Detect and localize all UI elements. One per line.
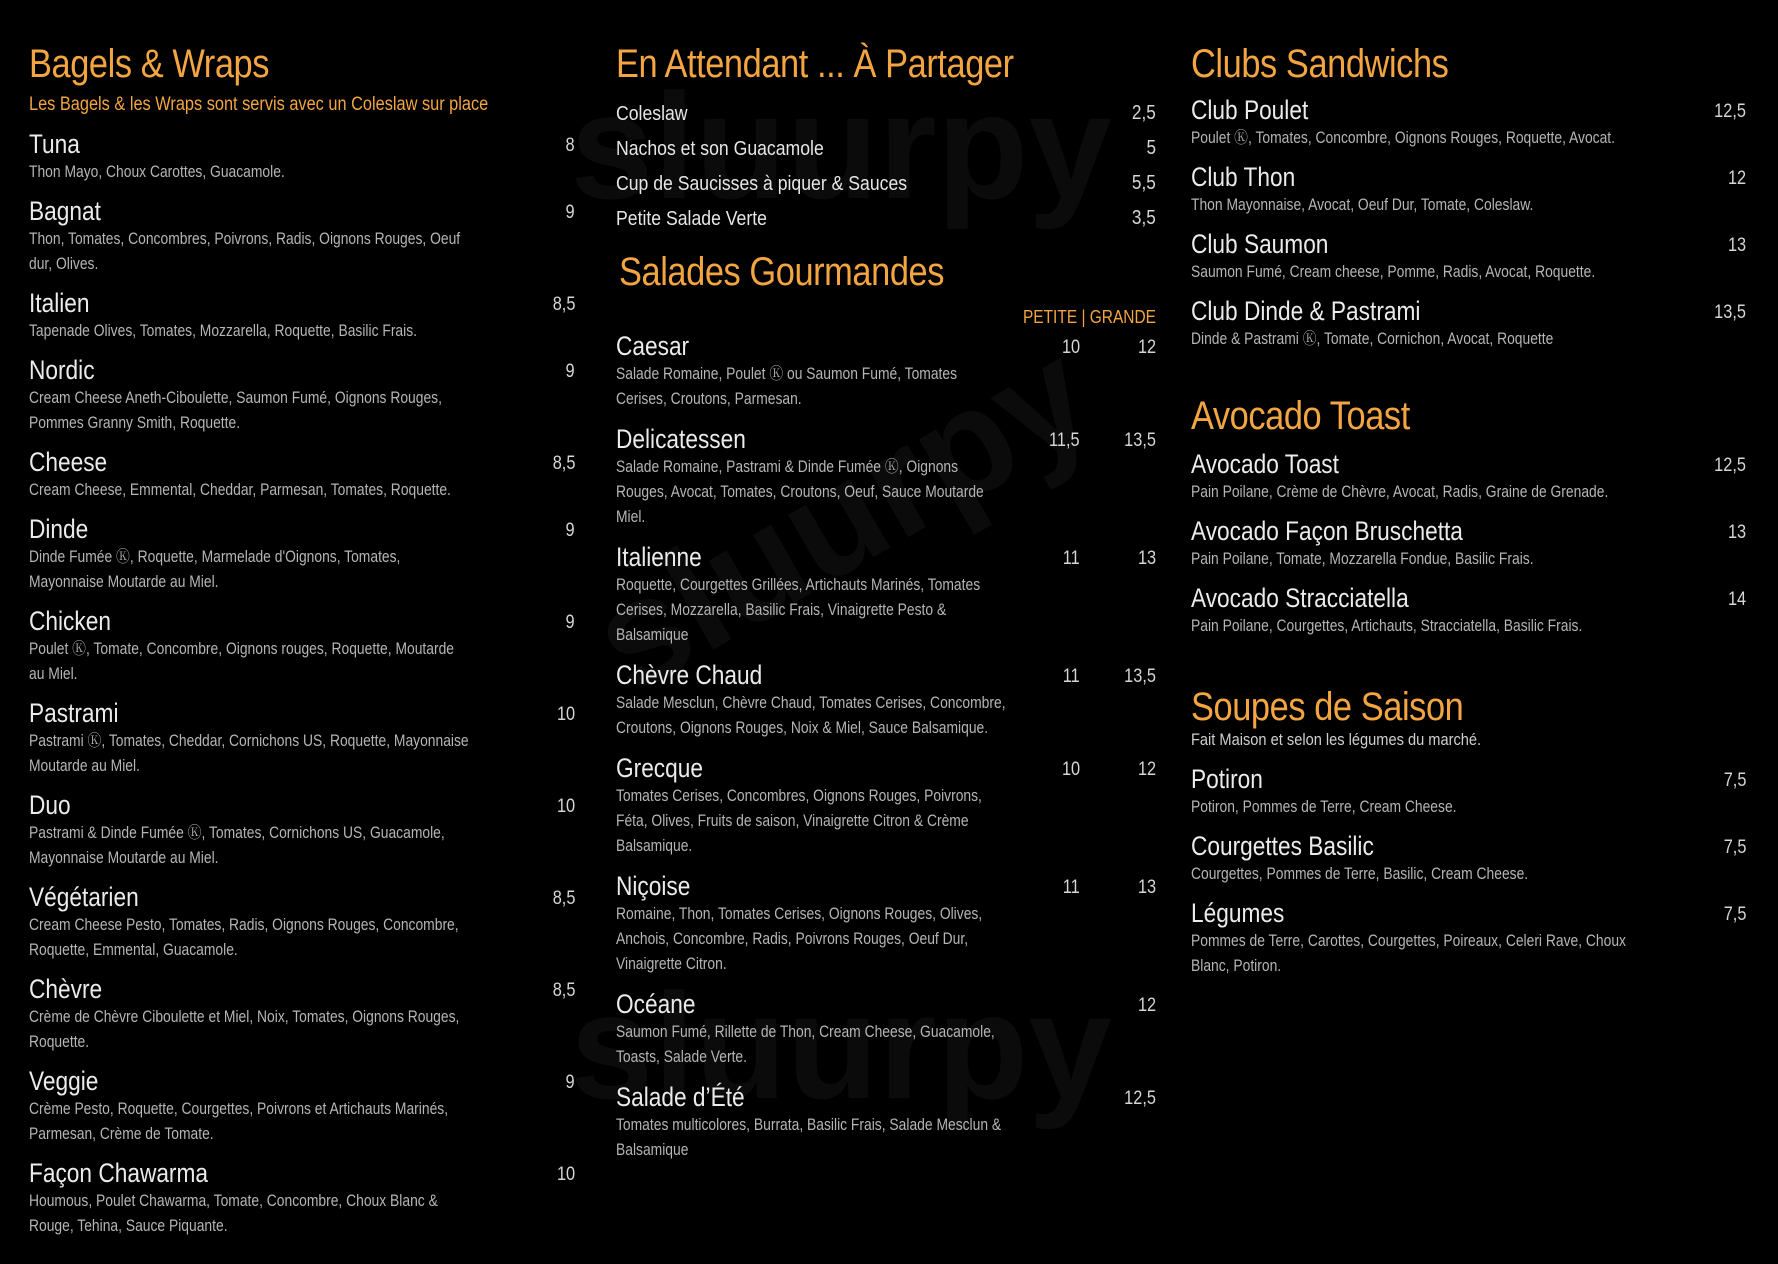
menu-item (1191, 228, 1746, 285)
item-price: 7,5 (1723, 904, 1746, 925)
item-name: Cheese (29, 447, 108, 477)
menu-item (29, 446, 575, 503)
price-large: 13 (1137, 877, 1156, 898)
item-description: Pain Poilane, Tomate, Mozzarella Fondue, Basilic Frais. (1191, 550, 1534, 568)
item-description-wrap (1191, 795, 1746, 820)
item-description-wrap (29, 227, 575, 277)
item-name: Courgettes Basilic (1191, 831, 1374, 861)
item-description: Poulet Ⓚ, Tomates, Concombre, Oignons Rouges, Roquette, Avocat. (1191, 129, 1616, 147)
item-description-wrap (1191, 480, 1746, 505)
salad-item (616, 988, 1156, 1070)
item-price: 12 (1727, 168, 1746, 189)
item-description: Tapenade Olives, Tomates, Mozzarella, Roquette, Basilic Frais. (29, 322, 418, 340)
item-description-wrap (1191, 862, 1746, 887)
item-name: Italien (29, 288, 90, 318)
starters-list (616, 96, 1156, 236)
item-description-wrap (1191, 260, 1746, 285)
item-description: Poulet Ⓚ, Tomate, Concombre, Oignons rouges, Roquette, Moutarde au Miel. (29, 640, 455, 683)
item-description: Pain Poilane, Crème de Chèvre, Avocat, Radis, Graine de Grenade. (1191, 483, 1609, 501)
menu-item (1191, 94, 1746, 151)
section-note: Fait Maison et selon les légumes du marché. (1191, 730, 1482, 749)
section-title: Avocado Toast (1191, 394, 1410, 438)
item-description-wrap (616, 784, 1156, 859)
salad-item (616, 659, 1156, 741)
item-price: 12,5 (1714, 455, 1746, 476)
menu-item (29, 513, 575, 595)
menu-item (1191, 830, 1746, 887)
item-description-wrap (616, 573, 1156, 648)
item-name: Océane (616, 989, 696, 1019)
item-price: 3,5 (1132, 207, 1156, 229)
item-description-wrap (1191, 614, 1746, 639)
item-description-wrap (29, 386, 575, 436)
item-name: Bagnat (29, 196, 101, 226)
starter-item (616, 201, 1156, 236)
item-price: 9 (565, 1072, 575, 1093)
item-name: Club Saumon (1191, 229, 1329, 259)
item-price: 5,5 (1132, 172, 1156, 194)
item-name: Duo (29, 790, 71, 820)
item-price: 10 (556, 796, 575, 817)
item-description: Tomates Cerises, Concombres, Oignons Rouges, Poivrons, Féta, Olives, Fruits de saison, Vinaigrette Citron & Crème Balsamique. (616, 787, 982, 855)
item-description-wrap (29, 637, 575, 687)
item-description-wrap (1191, 193, 1746, 218)
item-price: 7,5 (1723, 770, 1746, 791)
item-description: Pommes de Terre, Carottes, Courgettes, Poireaux, Celeri Rave, Choux Blanc, Potiron. (1191, 932, 1626, 975)
item-name: Dinde (29, 514, 89, 544)
item-description: Houmous, Poulet Chawarma, Tomate, Concombre, Choux Blanc & Rouge, Tehina, Sauce Piquante. (29, 1192, 438, 1235)
price-small: 11,5 (1049, 430, 1080, 451)
item-name: Niçoise (616, 871, 691, 901)
item-name: Avocado Façon Bruschetta (1191, 516, 1463, 546)
item-description-wrap (29, 160, 575, 185)
item-description: Crème de Chèvre Ciboulette et Miel, Noix, Tomates, Oignons Rouges, Roquette. (29, 1008, 460, 1051)
salad-item (616, 752, 1156, 859)
item-description-wrap (29, 821, 575, 871)
item-description-wrap (616, 1020, 1156, 1070)
item-description: Salade Mesclun, Chèvre Chaud, Tomates Cerises, Concombre, Croutons, Oignons Rouges, Noix & Miel, Sauce Balsamique. (616, 694, 1006, 737)
item-name: Nachos et son Guacamole (616, 137, 824, 160)
item-price: 13,5 (1714, 302, 1746, 323)
item-description-wrap (29, 319, 575, 344)
item-name: Tuna (29, 129, 80, 159)
item-description: Romaine, Thon, Tomates Cerises, Oignons Rouges, Olives, Anchois, Concombre, Radis, Poivrons Rouges, Oeuf Dur, Vinaigrette Citron. (616, 905, 983, 973)
item-name: Veggie (29, 1066, 99, 1096)
item-description-wrap (1191, 547, 1746, 572)
item-description-wrap (29, 913, 575, 963)
item-price: 10 (556, 1164, 575, 1185)
item-name: Nordic (29, 355, 95, 385)
menu-item (29, 128, 575, 185)
menu-item (29, 697, 575, 779)
menu-item (29, 1065, 575, 1147)
item-name: Végétarien (29, 882, 139, 912)
item-description-wrap (616, 455, 1156, 530)
item-price: 8,5 (552, 453, 575, 474)
item-description-wrap (29, 729, 575, 779)
item-description: Roquette, Courgettes Grillées, Artichauts Marinés, Tomates Cerises, Mozzarella, Basilic Frais, Vinaigrette Pesto & Balsamique (616, 576, 981, 644)
price-small: 10 (1061, 337, 1080, 358)
section-title: En Attendant ... À Partager (616, 42, 1014, 86)
section-title: Salades Gourmandes (619, 250, 944, 294)
menu-item (29, 1157, 575, 1239)
item-name: Cup de Saucisses à piquer & Sauces (616, 172, 908, 195)
item-price: 10 (556, 704, 575, 725)
right-column (1191, 36, 1746, 989)
avocado-list (1191, 448, 1746, 639)
item-description-wrap (616, 362, 1156, 412)
menu-item (29, 195, 575, 277)
item-description-wrap (616, 902, 1156, 977)
menu-item (29, 973, 575, 1055)
middle-column (616, 36, 1156, 1174)
item-description: Salade Romaine, Poulet Ⓚ ou Saumon Fumé, Tomates Cerises, Croutons, Parmesan. (616, 365, 958, 408)
salad-item (616, 330, 1156, 412)
menu-item (1191, 295, 1746, 352)
menu-item (29, 287, 575, 344)
price-large: 12,5 (1124, 1088, 1156, 1109)
soups-list (1191, 763, 1746, 979)
item-price: 9 (565, 361, 575, 382)
section-title: Clubs Sandwichs (1191, 42, 1449, 86)
price-small: 11 (1063, 548, 1080, 569)
item-description: Saumon Fumé, Rillette de Thon, Cream Cheese, Guacamole, Toasts, Salade Verte. (616, 1023, 995, 1066)
menu-item (1191, 897, 1746, 979)
price-large: 13,5 (1124, 666, 1156, 687)
price-large: 12 (1137, 995, 1156, 1016)
item-description: Salade Romaine, Pastrami & Dinde Fumée Ⓚ, Oignons Rouges, Avocat, Tomates, Croutons, Oeuf, Sauce Moutarde Miel. (616, 458, 984, 526)
item-description: Thon Mayonnaise, Avocat, Oeuf Dur, Tomate, Coleslaw. (1191, 196, 1534, 214)
price-large: 13 (1137, 548, 1156, 569)
section-subtitle: Les Bagels & les Wraps sont servis avec un Coleslaw sur place (29, 94, 489, 115)
item-price: 14 (1727, 589, 1746, 610)
item-name: Italienne (616, 542, 702, 572)
menu-list (29, 128, 575, 1239)
item-price: 13 (1727, 522, 1746, 543)
item-name: Avocado Toast (1191, 449, 1339, 479)
item-name: Légumes (1191, 898, 1285, 928)
salads-list (616, 330, 1156, 1163)
section-title: Soupes de Saison (1191, 685, 1464, 729)
section-title: Bagels & Wraps (29, 42, 269, 86)
item-name: Chèvre (29, 974, 103, 1004)
item-description-wrap (616, 1113, 1156, 1163)
starter-item (616, 131, 1156, 166)
menu-item (1191, 763, 1746, 820)
menu-item (29, 354, 575, 436)
item-description: Cream Cheese, Emmental, Cheddar, Parmesan, Tomates, Roquette. (29, 481, 451, 499)
item-name: Potiron (1191, 764, 1263, 794)
item-name: Chèvre Chaud (616, 660, 763, 690)
starter-item (616, 166, 1156, 201)
starter-item (616, 96, 1156, 131)
item-name: Pastrami (29, 698, 119, 728)
item-description: Dinde & Pastrami Ⓚ, Tomate, Cornichon, Avocat, Roquette (1191, 330, 1554, 348)
item-description: Crème Pesto, Roquette, Courgettes, Poivrons et Artichauts Marinés, Parmesan, Crème de Tomate. (29, 1100, 449, 1143)
item-name: Petite Salade Verte (616, 207, 767, 230)
item-description: Cream Cheese Aneth-Ciboulette, Saumon Fumé, Oignons Rouges, Pommes Granny Smith, Roquette. (29, 389, 442, 432)
item-description-wrap (29, 1097, 575, 1147)
item-price: 8 (565, 135, 575, 156)
item-description: Cream Cheese Pesto, Tomates, Radis, Oignons Rouges, Concombre, Roquette, Emmental, Guacamole. (29, 916, 459, 959)
price-large: 12 (1137, 337, 1156, 358)
menu-item (29, 881, 575, 963)
item-name: Caesar (616, 331, 690, 361)
item-description-wrap (29, 478, 575, 503)
item-price: 7,5 (1723, 837, 1746, 858)
item-price: 9 (565, 202, 575, 223)
item-name: Avocado Stracciatella (1191, 583, 1409, 613)
item-description: Thon, Tomates, Concombres, Poivrons, Radis, Oignons Rouges, Oeuf dur, Olives. (29, 230, 461, 273)
item-name: Salade d’Été (616, 1082, 745, 1112)
item-description: Pain Poilane, Courgettes, Artichauts, Stracciatella, Basilic Frais. (1191, 617, 1583, 635)
item-description: Potiron, Pommes de Terre, Cream Cheese. (1191, 798, 1457, 816)
item-name: Chicken (29, 606, 111, 636)
item-price: 13 (1727, 235, 1746, 256)
item-name: Club Thon (1191, 162, 1296, 192)
salad-item (616, 541, 1156, 648)
item-price: 5 (1146, 137, 1156, 159)
menu-item (29, 789, 575, 871)
item-price: 9 (565, 520, 575, 541)
item-description-wrap (1191, 126, 1746, 151)
menu-item (1191, 161, 1746, 218)
item-description-wrap (616, 691, 1156, 741)
item-price: 9 (565, 612, 575, 633)
price-small: 11 (1063, 877, 1080, 898)
item-name: Club Dinde & Pastrami (1191, 296, 1421, 326)
price-small: 11 (1063, 666, 1080, 687)
item-description: Saumon Fumé, Cream cheese, Pomme, Radis, Avocat, Roquette. (1191, 263, 1596, 281)
price-large: 13,5 (1124, 430, 1156, 451)
item-price: 8,5 (552, 294, 575, 315)
item-name: Façon Chawarma (29, 1158, 208, 1188)
bagels-section (29, 36, 575, 1249)
price-small: 10 (1061, 759, 1080, 780)
item-price: 8,5 (552, 980, 575, 1001)
clubs-list (1191, 94, 1746, 352)
item-description: Courgettes, Pommes de Terre, Basilic, Cream Cheese. (1191, 865, 1529, 883)
item-description: Dinde Fumée Ⓚ, Roquette, Marmelade d'Oignons, Tomates, Mayonnaise Moutarde au Miel. (29, 548, 401, 591)
price-large: 12 (1137, 759, 1156, 780)
item-description-wrap (1191, 929, 1746, 979)
item-name: Grecque (616, 753, 703, 783)
menu-item (1191, 515, 1746, 572)
item-name: Delicatessen (616, 424, 746, 454)
salad-item (616, 1081, 1156, 1163)
menu-item (29, 605, 575, 687)
item-name: Coleslaw (616, 102, 688, 125)
item-name: Club Poulet (1191, 95, 1309, 125)
item-description: Thon Mayo, Choux Carottes, Guacamole. (29, 163, 285, 181)
item-description: Tomates multicolores, Burrata, Basilic Frais, Salade Mesclun & Balsamique (616, 1116, 1002, 1159)
item-description: Pastrami Ⓚ, Tomates, Cheddar, Cornichons US, Roquette, Mayonnaise Moutarde au Miel. (29, 732, 469, 775)
menu-item (1191, 582, 1746, 639)
item-price: 2,5 (1132, 102, 1156, 124)
item-price: 12,5 (1714, 101, 1746, 122)
size-header: PETITE | GRANDE (1022, 307, 1156, 327)
item-description-wrap (29, 1005, 575, 1055)
item-description: Pastrami & Dinde Fumée Ⓚ, Tomates, Cornichons US, Guacamole, Mayonnaise Moutarde au Miel. (29, 824, 445, 867)
item-description-wrap (1191, 327, 1746, 352)
salad-item (616, 870, 1156, 977)
item-price: 8,5 (552, 888, 575, 909)
item-description-wrap (29, 545, 575, 595)
menu-item (1191, 448, 1746, 505)
item-description-wrap (29, 1189, 575, 1239)
salad-item (616, 423, 1156, 530)
